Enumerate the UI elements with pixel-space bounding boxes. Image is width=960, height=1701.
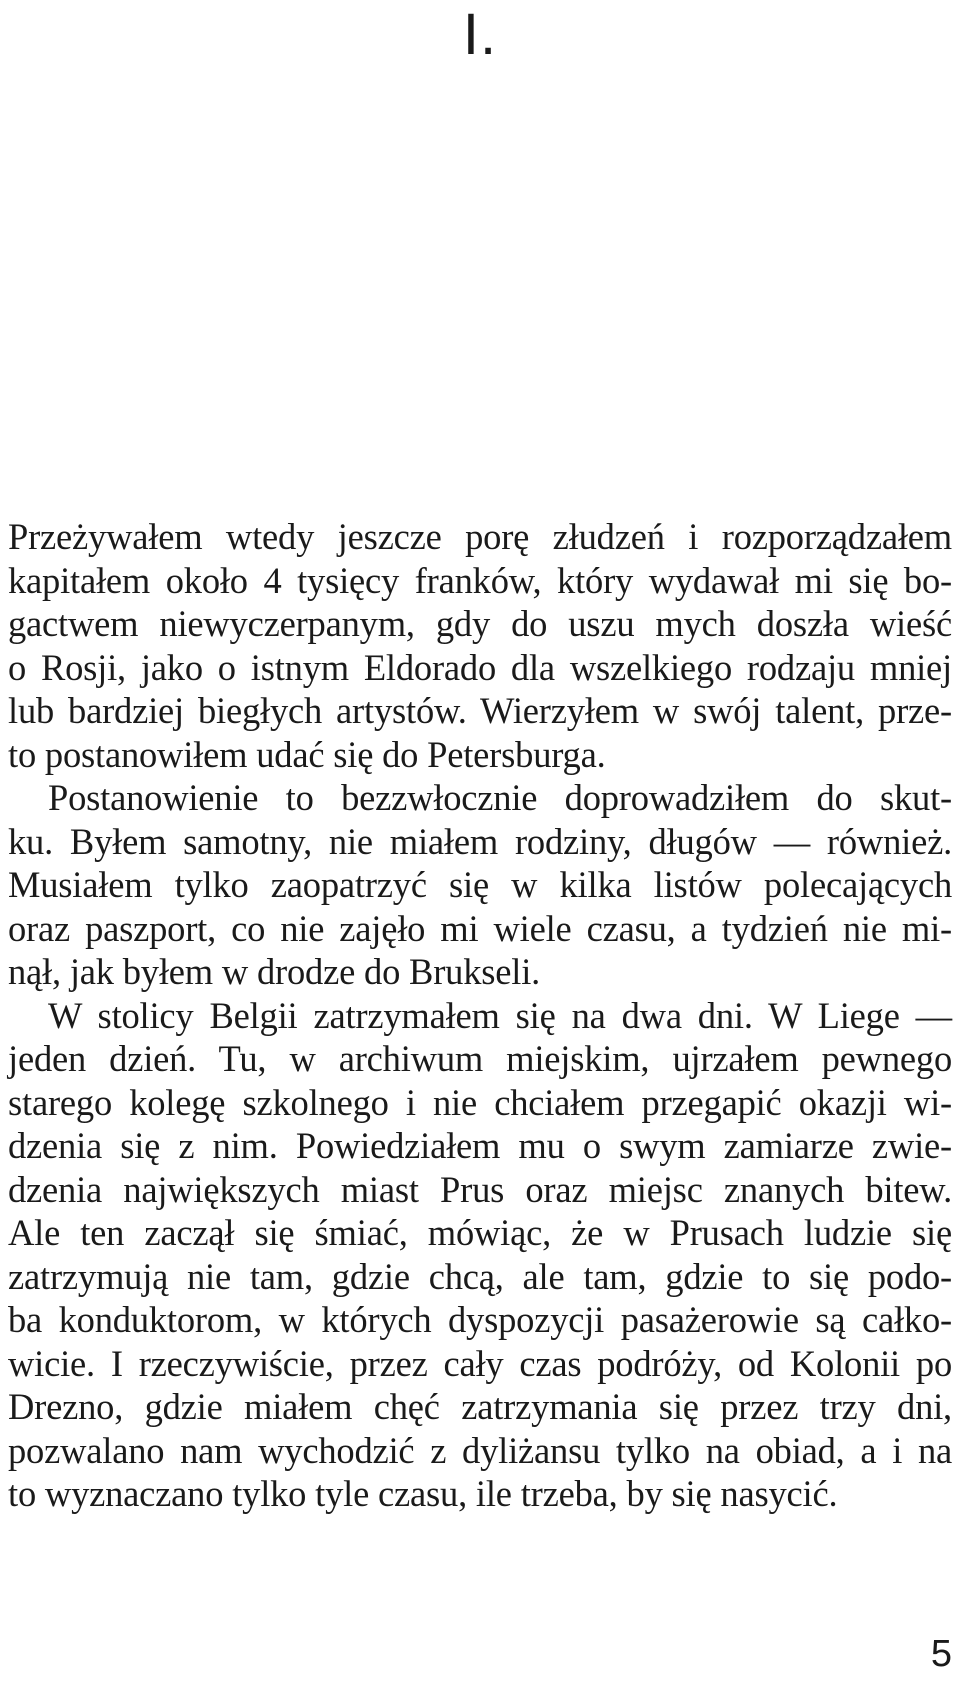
text-line: ba konduktorom, w których dyspozycji pasażerowie są całko- — [8, 1299, 952, 1340]
text-line: W stolicy Belgii zatrzymałem się na dwa dni. W Liege — — [48, 994, 952, 1036]
text-line: Musiałem tylko zaopatrzyć się w kilka listów polecających — [8, 864, 952, 905]
chapter-number: I. — [462, 2, 498, 67]
page-number: 5 — [930, 1633, 952, 1675]
text-line: Ale ten zaczął się śmiać, mówiąc, że w Prusach ludzie się — [8, 1212, 952, 1253]
text-line: to postanowiłem udać się do Petersburga. — [8, 733, 606, 775]
text-line: o Rosji, jako o istnym Eldorado dla wszelkiego rodzaju mniej — [8, 646, 952, 688]
text-line: dzenia największych miast Prus oraz miejsc znanych bitew. — [8, 1168, 952, 1210]
text-line: kapitałem około 4 tysięcy franków, który wydawał mi się bo- — [8, 559, 952, 601]
text-line: nął, jak byłem w drodze do Brukseli. — [8, 951, 541, 992]
text-line: Drezno, gdzie miałem chęć zatrzymania się przez trzy dni, — [8, 1386, 952, 1427]
text-line: gactwem niewyczerpanym, gdy do uszu mych doszła wieść — [8, 603, 952, 644]
text-line: dzenia się z nim. Powiedziałem mu o swym zamiarze zwie- — [8, 1125, 952, 1166]
text-line: oraz paszport, co nie zajęło mi wiele czasu, a tydzień nie mi- — [8, 907, 952, 949]
text-line: pozwalano nam wychodzić z dyliżansu tylko na obiad, a i na — [8, 1429, 952, 1471]
text-line: Przeżywałem wtedy jeszcze porę złudzeń i rozporządzałem — [8, 516, 952, 557]
text-line: to wyznaczano tylko tyle czasu, ile trzeba, by się nasycić. — [8, 1473, 838, 1514]
text-line: Postanowienie to bezzwłocznie doprowadziłem do skut- — [48, 777, 952, 818]
text-line: lub bardziej biegłych artystów. Wierzyłem w swój talent, prze- — [8, 690, 952, 731]
chapter-body-text — [8, 515, 952, 1516]
text-line: ku. Byłem samotny, nie miałem rodziny, długów — również. — [8, 820, 952, 862]
text-line: starego kolegę szkolnego i nie chciałem przegapić okazji wi- — [8, 1081, 952, 1123]
text-line: zatrzymują nie tam, gdzie chcą, ale tam, gdzie to się podo- — [8, 1255, 952, 1297]
text-line: jeden dzień. Tu, w archiwum miejskim, ujrzałem pewnego — [8, 1038, 952, 1079]
text-line: wicie. I rzeczywiście, przez cały czas podróży, od Kolonii po — [8, 1342, 952, 1384]
